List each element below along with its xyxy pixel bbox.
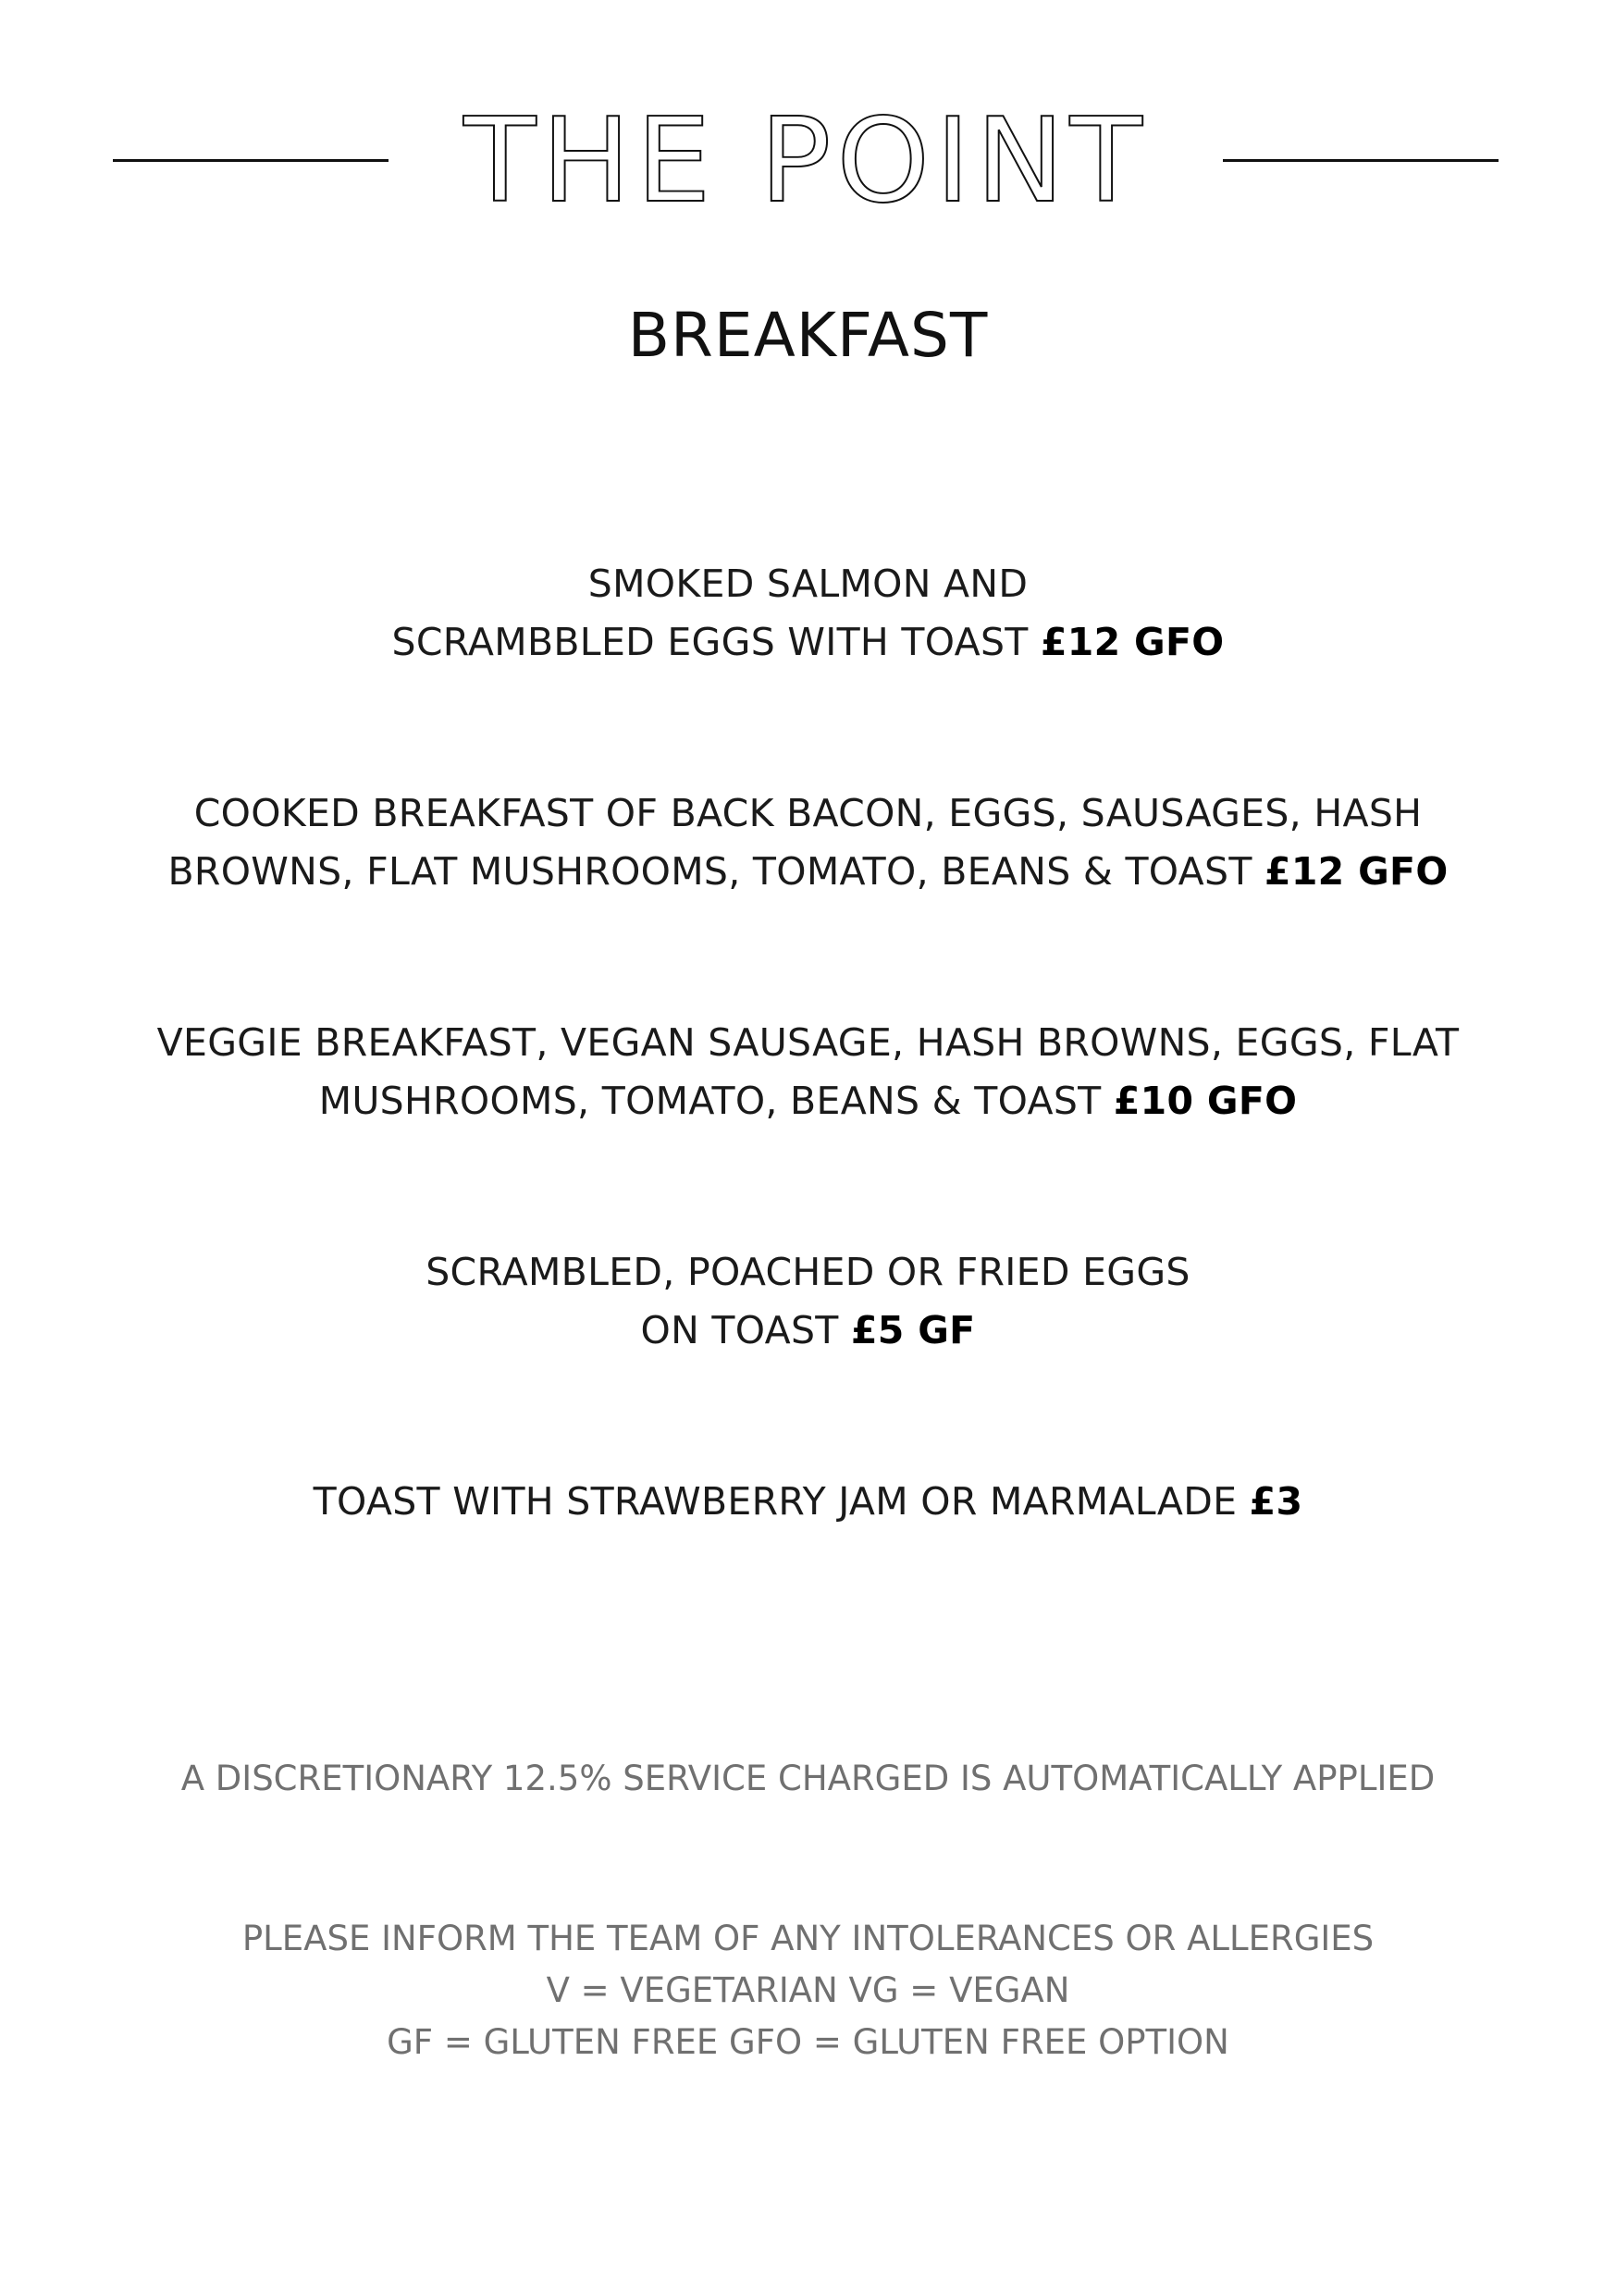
allergy-notice: PLEASE INFORM THE TEAM OF ANY INTOLERANCES OR ALLERGIES bbox=[241, 1919, 1375, 1958]
menu-item-description: BROWNS, FLAT MUSHROOMS, TOMATO, BEANS & TOAST bbox=[167, 849, 1252, 894]
menu-item-cooked-breakfast bbox=[0, 784, 1616, 901]
menu-item-veggie-breakfast bbox=[0, 1014, 1616, 1130]
menu-item-line: SCRAMBLED, POACHED OR FRIED EGGS bbox=[426, 1250, 1190, 1294]
menu-item-smoked-salmon bbox=[0, 555, 1616, 672]
menu-item-line bbox=[0, 1473, 1616, 1531]
diet-key-line: V = VEGETARIAN VG = VEGAN bbox=[546, 1970, 1070, 2010]
menu-item-toast-jam bbox=[0, 1473, 1616, 1531]
menu-item-line bbox=[0, 613, 1616, 672]
menu-item-price: £5 GF bbox=[850, 1308, 976, 1352]
menu-item-price: £12 GFO bbox=[1264, 849, 1449, 894]
menu-item-description: MUSHROOMS, TOMATO, BEANS & TOAST bbox=[318, 1079, 1102, 1123]
section-title: BREAKFAST bbox=[627, 300, 989, 371]
menu-item-description: ON TOAST bbox=[640, 1308, 839, 1352]
service-charge-notice: A DISCRETIONARY 12.5% SERVICE CHARGED IS AUTOMATICALLY APPLIED bbox=[180, 1759, 1436, 1798]
brand-title bbox=[389, 93, 1223, 231]
menu-item-price: £10 GFO bbox=[1113, 1079, 1298, 1123]
header bbox=[0, 93, 1616, 231]
diet-key-line: GF = GLUTEN FREE GFO = GLUTEN FREE OPTION bbox=[387, 2022, 1229, 2062]
menu-item-line bbox=[0, 843, 1616, 901]
menu-item-line: COOKED BREAKFAST OF BACK BACON, EGGS, SAUSAGES, HASH bbox=[193, 791, 1423, 835]
menu-item-eggs-on-toast bbox=[0, 1243, 1616, 1360]
menu-item-line bbox=[0, 1302, 1616, 1360]
menu-item-description: TOAST WITH STRAWBERRY JAM OR MARMALADE bbox=[313, 1479, 1238, 1524]
brand-title-text: THE POINT bbox=[463, 93, 1148, 229]
right-rule-divider bbox=[1223, 159, 1499, 162]
menu-item-line: VEGGIE BREAKFAST, VEGAN SAUSAGE, HASH BROWNS, EGGS, FLAT bbox=[156, 1020, 1460, 1065]
menu-item-description: SCRAMBBLED EGGS WITH TOAST bbox=[391, 620, 1029, 664]
menu-item-price: £12 GFO bbox=[1040, 620, 1225, 664]
menu-item-line: SMOKED SALMON AND bbox=[587, 562, 1029, 606]
left-rule-divider bbox=[113, 159, 389, 162]
allergy-footer bbox=[0, 1913, 1616, 2068]
menu-item-line bbox=[0, 1072, 1616, 1130]
menu-item-price: £3 bbox=[1249, 1479, 1303, 1524]
